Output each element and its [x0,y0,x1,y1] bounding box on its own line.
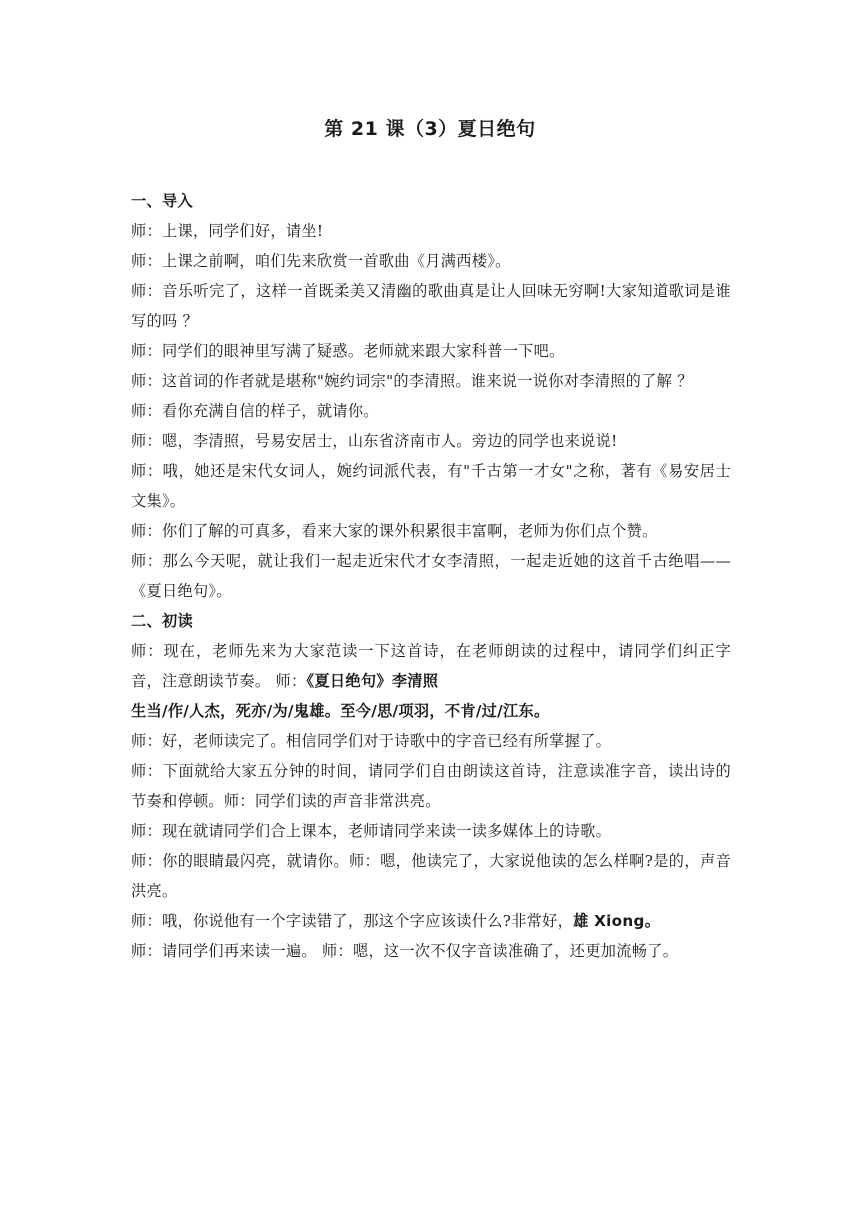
page-title: 第 21 课（3）夏日绝句 [324,118,536,140]
paragraph: 师：下面就给大家五分钟的时间，请同学们自由朗读这首诗，注意读准字音，读出诗的节奏和停顿。师：同学们读的声音非常洪亮。 [131,762,731,810]
paragraph: 师：上课，同学们好，请坐! [131,222,324,240]
paragraph: 师：同学们的眼神里写满了疑惑。老师就来跟大家科普一下吧。 [131,342,565,360]
paragraph: 师：哦，她还是宋代女词人，婉约词派代表，有"千古第一才女"之称，著有《易安居士文集》。 [131,462,731,510]
paragraph: 师：看你充满自信的样子，就请你。 [131,402,379,420]
document-body [131,186,731,966]
paragraph: 师：好，老师读完了。相信同学们对于诗歌中的字音已经有所掌握了。 [131,732,612,750]
poem-text: 生当/作/人杰，死亦/为/鬼雄。至今/思/项羽，不肯/过/江东。 [131,702,550,720]
section-heading-intro: 一、导入 [131,192,193,210]
paragraph: 师：上课之前啊，咱们先来欣赏一首歌曲《月满西楼》。 [131,252,511,270]
paragraph-text: 师：哦，你说他有一个字读错了，那这个字应该读什么?非常好， [131,912,574,930]
paragraph: 师：音乐听完了，这样一首既柔美又清幽的歌曲真是让人回味无穷啊!大家知道歌词是谁写的吗 ？ [131,282,731,330]
paragraph: 师：请同学们再来读一遍。 师：嗯，这一次不仅字音读准确了，还更加流畅了。 [131,942,679,960]
paragraph-text: 师：现在，老师先来为大家范读一下这首诗，在老师朗读的过程中，请同学们纠正字音，注意朗读节奏。 师： [131,642,731,690]
poem-title: 《夏日绝句》李清照 [306,672,439,690]
paragraph: 师：现在就请同学们合上课本，老师请同学来读一读多媒体上的诗歌。 [131,822,612,840]
paragraph: 师：嗯，李清照，号易安居士，山东省济南市人。旁边的同学也来说说! [131,432,618,450]
paragraph: 师：你们了解的可真多，看来大家的课外积累很丰富啊，老师为你们点个赞。 [131,522,658,540]
pronunciation-answer: 雄 Xiong。 [573,912,661,930]
paragraph: 师：你的眼睛最闪亮，就请你。师：嗯，他读完了，大家说他读的怎么样啊?是的，声音洪亮。 [131,852,731,900]
section-heading-first-reading: 二、初读 [131,612,193,630]
paragraph: 师：这首词的作者就是堪称"婉约词宗"的李清照。谁来说一说你对李清照的了解 ？ [131,372,693,390]
paragraph [131,906,731,936]
paragraph: 师：那么今天呢，就让我们一起走近宋代才女李清照，一起走近她的这首千古绝唱——《夏日绝句》。 [131,552,731,600]
paragraph [131,636,731,696]
